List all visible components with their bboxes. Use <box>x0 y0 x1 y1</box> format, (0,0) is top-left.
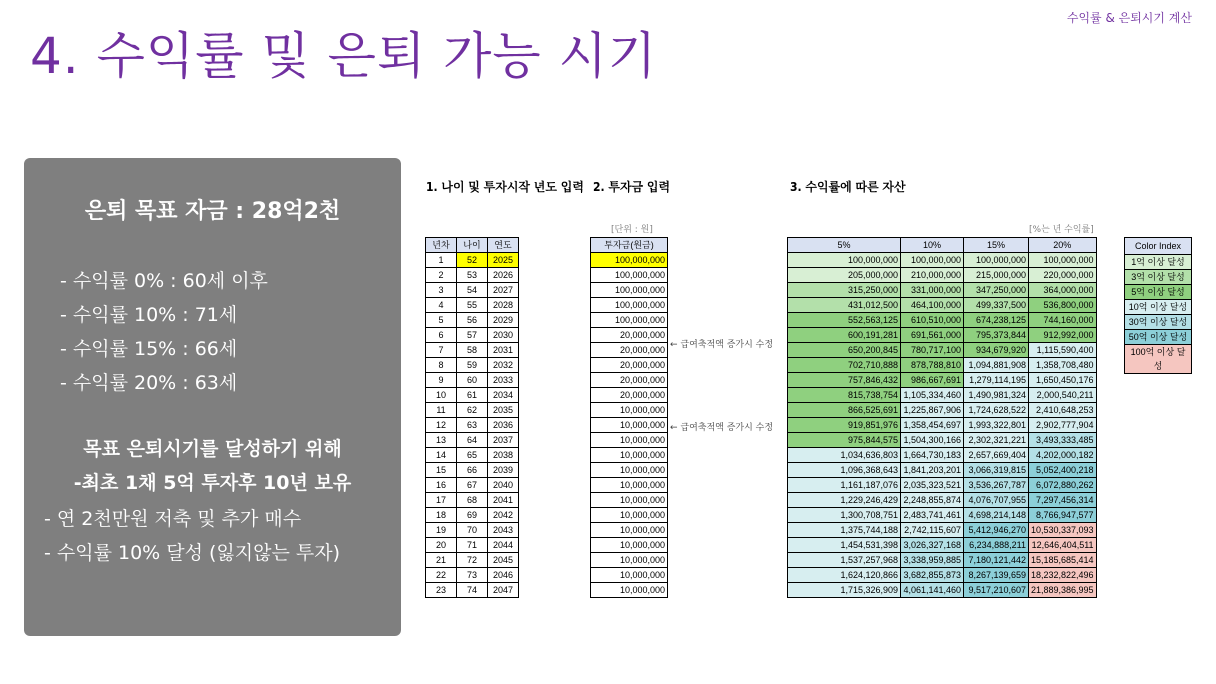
table-cell: 68 <box>457 493 488 508</box>
table-cell: 2046 <box>488 568 519 583</box>
table-cell: 21 <box>426 553 457 568</box>
table-row <box>426 298 519 313</box>
table-cell: 66 <box>457 463 488 478</box>
table-row <box>788 373 1097 388</box>
table-cell: 1 <box>426 253 457 268</box>
table-cell: 815,738,754 <box>788 388 901 403</box>
table-row <box>426 358 519 373</box>
table-cell: 20,000,000 <box>591 328 668 343</box>
table-cell: 20 <box>426 538 457 553</box>
table-cell: 70 <box>457 523 488 538</box>
table-cell: 986,667,691 <box>901 373 964 388</box>
table-cell: 2043 <box>488 523 519 538</box>
table-cell: 2032 <box>488 358 519 373</box>
table-row <box>591 448 668 463</box>
table-cell: 536,800,000 <box>1029 298 1097 313</box>
col-header: 연도 <box>488 238 519 253</box>
table-row <box>426 373 519 388</box>
table-cell: 2034 <box>488 388 519 403</box>
table-cell: 6 <box>426 328 457 343</box>
table-cell: 757,846,432 <box>788 373 901 388</box>
table-cell: 2,902,777,904 <box>1029 418 1097 433</box>
table-cell: 1,724,628,522 <box>964 403 1029 418</box>
table-cell: 7,297,456,314 <box>1029 493 1097 508</box>
table-cell: 100,000,000 <box>591 253 668 268</box>
table-cell: 14 <box>426 448 457 463</box>
table-cell: 9 <box>426 373 457 388</box>
table-row <box>426 403 519 418</box>
table-cell: 2035 <box>488 403 519 418</box>
col-header: 년차 <box>426 238 457 253</box>
table-row <box>788 538 1097 553</box>
table-cell: 3,026,327,168 <box>901 538 964 553</box>
table-row <box>591 373 668 388</box>
table-cell: 12,646,404,511 <box>1029 538 1097 553</box>
table-cell: 4,698,214,148 <box>964 508 1029 523</box>
table-row <box>591 418 668 433</box>
table-cell: 21,889,386,995 <box>1029 583 1097 598</box>
table-cell: 1,300,708,751 <box>788 508 901 523</box>
table-row <box>788 268 1097 283</box>
legend-row <box>1125 255 1192 270</box>
table-cell: 6,072,880,262 <box>1029 478 1097 493</box>
table-cell: 610,510,000 <box>901 313 964 328</box>
table-row <box>591 493 668 508</box>
legend-item: 50억 이상 달성 <box>1125 330 1192 345</box>
table-cell: 2045 <box>488 553 519 568</box>
table-cell: 499,337,500 <box>964 298 1029 313</box>
page-title: 4. 수익률 및 은퇴 가능 시기 <box>30 27 658 85</box>
table-cell: 11 <box>426 403 457 418</box>
table-cell: 2033 <box>488 373 519 388</box>
table-cell: 10,000,000 <box>591 568 668 583</box>
table-row <box>788 478 1097 493</box>
section-assets: 3. 수익률에 따른 자산 <box>790 180 906 194</box>
table-cell: 74 <box>457 583 488 598</box>
table-cell: 100,000,000 <box>901 253 964 268</box>
table-cell: 16 <box>426 478 457 493</box>
table-cell: 100,000,000 <box>591 298 668 313</box>
table-cell: 19 <box>426 523 457 538</box>
table-cell: 17 <box>426 493 457 508</box>
table-cell: 4 <box>426 298 457 313</box>
legend-row <box>1125 315 1192 330</box>
table-row <box>426 553 519 568</box>
return-line: - 수익률 0% : 60세 이후 <box>60 270 268 292</box>
table-cell: 464,100,000 <box>901 298 964 313</box>
table-cell: 4,202,000,182 <box>1029 448 1097 463</box>
table-cell: 10,000,000 <box>591 403 668 418</box>
table-cell: 912,992,000 <box>1029 328 1097 343</box>
table-cell: 2,248,855,874 <box>901 493 964 508</box>
section-age-input: 1. 나이 및 투자시작 년도 입력 <box>426 180 584 194</box>
table-row <box>788 568 1097 583</box>
table-cell: 23 <box>426 583 457 598</box>
table-cell: 702,710,888 <box>788 358 901 373</box>
table-row <box>426 268 519 283</box>
table-cell: 1,105,334,460 <box>901 388 964 403</box>
table-cell: 315,250,000 <box>788 283 901 298</box>
col-header: 나이 <box>457 238 488 253</box>
table-row <box>426 343 519 358</box>
col-header: 20% <box>1029 238 1097 253</box>
table-cell: 10,000,000 <box>591 493 668 508</box>
table-cell: 2,302,321,221 <box>964 433 1029 448</box>
table-row <box>591 463 668 478</box>
table-row <box>426 463 519 478</box>
table-cell: 2036 <box>488 418 519 433</box>
table-cell: 1,715,326,909 <box>788 583 901 598</box>
table-row <box>426 523 519 538</box>
table-row <box>591 283 668 298</box>
table-cell: 2030 <box>488 328 519 343</box>
table-cell: 10 <box>426 388 457 403</box>
table-cell: 600,191,281 <box>788 328 901 343</box>
table-cell: 9,517,210,607 <box>964 583 1029 598</box>
table-cell: 1,094,881,908 <box>964 358 1029 373</box>
col-header: 투자금(원금) <box>591 238 668 253</box>
table-cell: 20,000,000 <box>591 358 668 373</box>
legend-item: 30억 이상 달성 <box>1125 315 1192 330</box>
table-row <box>591 343 668 358</box>
table-row <box>591 478 668 493</box>
table-cell: 3,338,959,885 <box>901 553 964 568</box>
edit-note: ← 급여축적액 증가시 수정 <box>670 423 774 433</box>
table-row <box>591 538 668 553</box>
table-cell: 4,076,707,955 <box>964 493 1029 508</box>
table-cell: 7 <box>426 343 457 358</box>
legend-item: 100억 이상 달성 <box>1125 345 1192 374</box>
table-cell: 100,000,000 <box>591 313 668 328</box>
table-cell: 2040 <box>488 478 519 493</box>
return-line: - 수익률 20% : 63세 <box>60 372 238 394</box>
table-cell: 2,035,323,521 <box>901 478 964 493</box>
return-line: - 수익률 10% : 71세 <box>60 304 238 326</box>
table-row <box>591 403 668 418</box>
legend-row <box>1125 300 1192 315</box>
table-cell: 60 <box>457 373 488 388</box>
table-cell: 2028 <box>488 298 519 313</box>
table-row <box>591 553 668 568</box>
table-cell: 15,185,685,414 <box>1029 553 1097 568</box>
table-row <box>788 583 1097 598</box>
section-invest-input: 2. 투자금 입력 <box>593 180 671 194</box>
table-cell: 919,851,976 <box>788 418 901 433</box>
table-cell: 10,000,000 <box>591 538 668 553</box>
table-cell: 1,624,120,866 <box>788 568 901 583</box>
table-cell: 2,410,648,253 <box>1029 403 1097 418</box>
table-cell: 18,232,822,496 <box>1029 568 1097 583</box>
table-cell: 6,234,888,211 <box>964 538 1029 553</box>
table-cell: 2,000,540,211 <box>1029 388 1097 403</box>
table-cell: 55 <box>457 298 488 313</box>
table-row <box>426 538 519 553</box>
table-row <box>591 253 668 268</box>
table-row <box>788 493 1097 508</box>
page-tag: 수익률 & 은퇴시기 계산 <box>1066 11 1192 25</box>
table-row <box>591 298 668 313</box>
table-cell: 650,200,845 <box>788 343 901 358</box>
table-cell: 2025 <box>488 253 519 268</box>
summary-panel <box>24 158 401 636</box>
col-header: 5% <box>788 238 901 253</box>
edit-note: ← 급여축적액 증가시 수정 <box>670 340 774 350</box>
table-cell: 8,766,947,577 <box>1029 508 1097 523</box>
table-row <box>788 433 1097 448</box>
table-cell: 22 <box>426 568 457 583</box>
table-cell: 866,525,691 <box>788 403 901 418</box>
table-cell: 18 <box>426 508 457 523</box>
table-row <box>426 253 519 268</box>
table-cell: 5,412,946,270 <box>964 523 1029 538</box>
table-cell: 62 <box>457 403 488 418</box>
table-cell: 3 <box>426 283 457 298</box>
table-cell: 100,000,000 <box>1029 253 1097 268</box>
col-header: 15% <box>964 238 1029 253</box>
table-cell: 1,358,454,697 <box>901 418 964 433</box>
table-cell: 2,483,741,461 <box>901 508 964 523</box>
table-cell: 10,000,000 <box>591 418 668 433</box>
table-cell: 2042 <box>488 508 519 523</box>
table-cell: 1,537,257,968 <box>788 553 901 568</box>
table-row <box>788 448 1097 463</box>
table-cell: 8,267,139,659 <box>964 568 1029 583</box>
table-cell: 65 <box>457 448 488 463</box>
table-cell: 2029 <box>488 313 519 328</box>
table-cell: 1,375,744,188 <box>788 523 901 538</box>
table-cell: 10,000,000 <box>591 583 668 598</box>
table-cell: 73 <box>457 568 488 583</box>
table-cell: 1,664,730,183 <box>901 448 964 463</box>
table-cell: 691,561,000 <box>901 328 964 343</box>
table-row <box>426 478 519 493</box>
table-cell: 1,115,590,400 <box>1029 343 1097 358</box>
table-cell: 5 <box>426 313 457 328</box>
table-cell: 364,000,000 <box>1029 283 1097 298</box>
table-row <box>591 268 668 283</box>
table-cell: 934,679,920 <box>964 343 1029 358</box>
table-row <box>591 568 668 583</box>
table-cell: 20,000,000 <box>591 343 668 358</box>
table-cell: 2038 <box>488 448 519 463</box>
table-cell: 3,066,319,815 <box>964 463 1029 478</box>
table-cell: 1,504,300,166 <box>901 433 964 448</box>
legend-row <box>1125 330 1192 345</box>
table-cell: 2044 <box>488 538 519 553</box>
table-cell: 53 <box>457 268 488 283</box>
table-cell: 1,279,114,195 <box>964 373 1029 388</box>
table-row <box>426 583 519 598</box>
plan-subtitle: -최초 1채 5억 투자후 10년 보유 <box>73 472 352 494</box>
table-cell: 1,229,246,429 <box>788 493 901 508</box>
table-row <box>788 523 1097 538</box>
table-cell: 10,000,000 <box>591 448 668 463</box>
table-cell: 2047 <box>488 583 519 598</box>
table-cell: 69 <box>457 508 488 523</box>
table-row <box>591 583 668 598</box>
table-row <box>426 418 519 433</box>
table-cell: 1,650,450,176 <box>1029 373 1097 388</box>
table-cell: 20,000,000 <box>591 373 668 388</box>
table-row <box>788 313 1097 328</box>
plan-title: 목표 은퇴시기를 달성하기 위해 <box>83 438 342 460</box>
age-year-table <box>425 237 519 598</box>
unit-label: [단위 : 원] <box>611 225 653 235</box>
table-cell: 431,012,500 <box>788 298 901 313</box>
table-cell: 71 <box>457 538 488 553</box>
table-row <box>788 253 1097 268</box>
table-cell: 56 <box>457 313 488 328</box>
table-row <box>788 508 1097 523</box>
asset-table <box>787 237 1097 598</box>
table-row <box>591 523 668 538</box>
table-row <box>591 328 668 343</box>
table-row <box>426 568 519 583</box>
table-row <box>788 298 1097 313</box>
table-cell: 3,493,333,485 <box>1029 433 1097 448</box>
legend-header: Color Index <box>1125 238 1192 255</box>
table-row <box>426 448 519 463</box>
table-cell: 1,490,981,324 <box>964 388 1029 403</box>
table-cell: 1,841,203,201 <box>901 463 964 478</box>
table-cell: 2039 <box>488 463 519 478</box>
table-row <box>788 358 1097 373</box>
table-cell: 347,250,000 <box>964 283 1029 298</box>
table-cell: 331,000,000 <box>901 283 964 298</box>
col-header: 10% <box>901 238 964 253</box>
return-line: - 수익률 15% : 66세 <box>60 338 238 360</box>
table-cell: 795,373,844 <box>964 328 1029 343</box>
table-cell: 2041 <box>488 493 519 508</box>
table-cell: 63 <box>457 418 488 433</box>
table-cell: 8 <box>426 358 457 373</box>
table-cell: 10,000,000 <box>591 478 668 493</box>
table-cell: 1,034,636,803 <box>788 448 901 463</box>
table-row <box>426 433 519 448</box>
table-cell: 54 <box>457 283 488 298</box>
table-cell: 3,536,267,787 <box>964 478 1029 493</box>
table-cell: 7,180,121,442 <box>964 553 1029 568</box>
table-cell: 2,657,669,404 <box>964 448 1029 463</box>
table-cell: 58 <box>457 343 488 358</box>
table-cell: 744,160,000 <box>1029 313 1097 328</box>
table-row <box>788 328 1097 343</box>
table-row <box>426 493 519 508</box>
table-row <box>426 313 519 328</box>
table-cell: 2027 <box>488 283 519 298</box>
plan-item: - 수익률 10% 달성 (잃지않는 투자) <box>44 542 341 564</box>
table-row <box>788 388 1097 403</box>
table-cell: 100,000,000 <box>591 283 668 298</box>
table-cell: 220,000,000 <box>1029 268 1097 283</box>
table-cell: 10,000,000 <box>591 553 668 568</box>
table-row <box>788 463 1097 478</box>
plan-item: - 연 2천만원 저축 및 추가 매수 <box>44 508 302 530</box>
table-row <box>788 553 1097 568</box>
table-cell: 5,052,400,218 <box>1029 463 1097 478</box>
table-row <box>426 508 519 523</box>
table-cell: 2,742,115,607 <box>901 523 964 538</box>
table-cell: 3,682,855,873 <box>901 568 964 583</box>
legend-row <box>1125 270 1192 285</box>
table-row <box>591 433 668 448</box>
table-row <box>788 418 1097 433</box>
table-cell: 1,225,867,906 <box>901 403 964 418</box>
table-row <box>591 508 668 523</box>
table-cell: 205,000,000 <box>788 268 901 283</box>
table-cell: 210,000,000 <box>901 268 964 283</box>
legend-row <box>1125 285 1192 300</box>
table-cell: 2031 <box>488 343 519 358</box>
table-cell: 10,000,000 <box>591 463 668 478</box>
table-cell: 10,000,000 <box>591 433 668 448</box>
table-cell: 2 <box>426 268 457 283</box>
table-cell: 100,000,000 <box>964 253 1029 268</box>
legend-item: 5억 이상 달성 <box>1125 285 1192 300</box>
table-cell: 780,717,100 <box>901 343 964 358</box>
table-cell: 10,000,000 <box>591 508 668 523</box>
table-row <box>788 343 1097 358</box>
table-cell: 1,358,708,480 <box>1029 358 1097 373</box>
table-cell: 61 <box>457 388 488 403</box>
legend-item: 3억 이상 달성 <box>1125 270 1192 285</box>
table-cell: 2026 <box>488 268 519 283</box>
table-cell: 674,238,125 <box>964 313 1029 328</box>
table-cell: 12 <box>426 418 457 433</box>
table-row <box>591 313 668 328</box>
table-cell: 1,161,187,076 <box>788 478 901 493</box>
table-cell: 1,993,322,801 <box>964 418 1029 433</box>
legend-item: 10억 이상 달성 <box>1125 300 1192 315</box>
table-cell: 4,061,141,460 <box>901 583 964 598</box>
table-row <box>591 388 668 403</box>
color-index-legend <box>1124 237 1192 374</box>
table-row <box>788 283 1097 298</box>
table-row <box>788 403 1097 418</box>
table-row <box>426 328 519 343</box>
legend-item: 1억 이상 달성 <box>1125 255 1192 270</box>
unit-label: [%는 년 수익률] <box>1029 225 1094 235</box>
retirement-goal: 은퇴 목표 자금 : 28억2천 <box>84 199 341 224</box>
legend-row <box>1125 345 1192 374</box>
table-cell: 2037 <box>488 433 519 448</box>
table-row <box>426 283 519 298</box>
table-cell: 72 <box>457 553 488 568</box>
table-cell: 57 <box>457 328 488 343</box>
table-cell: 13 <box>426 433 457 448</box>
table-cell: 1,096,368,643 <box>788 463 901 478</box>
investment-table <box>590 237 668 598</box>
table-cell: 975,844,575 <box>788 433 901 448</box>
table-cell: 215,000,000 <box>964 268 1029 283</box>
table-cell: 52 <box>457 253 488 268</box>
table-cell: 100,000,000 <box>788 253 901 268</box>
table-cell: 15 <box>426 463 457 478</box>
table-cell: 59 <box>457 358 488 373</box>
table-cell: 878,788,810 <box>901 358 964 373</box>
table-row <box>591 358 668 373</box>
table-row <box>426 388 519 403</box>
table-cell: 20,000,000 <box>591 388 668 403</box>
table-cell: 10,000,000 <box>591 523 668 538</box>
table-cell: 67 <box>457 478 488 493</box>
table-cell: 552,563,125 <box>788 313 901 328</box>
table-cell: 10,530,337,093 <box>1029 523 1097 538</box>
table-cell: 100,000,000 <box>591 268 668 283</box>
table-cell: 64 <box>457 433 488 448</box>
table-cell: 1,454,531,398 <box>788 538 901 553</box>
